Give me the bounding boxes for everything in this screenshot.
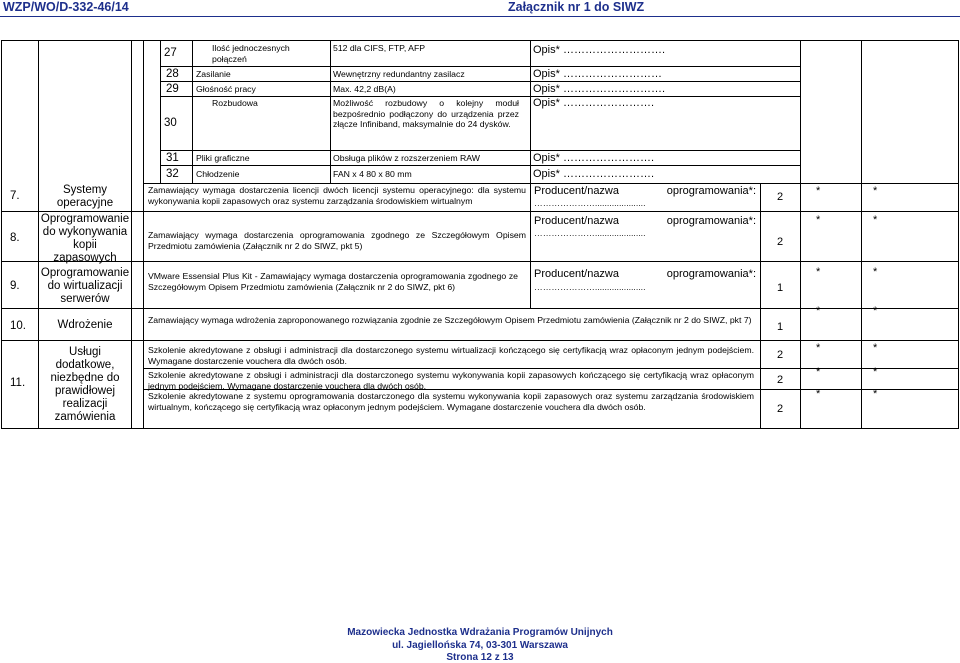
group-label: Oprogramowanie do wirtualizacji serwerów bbox=[40, 267, 130, 305]
footer-address: ul. Jagiellońska 74, 03-301 Warszawa bbox=[392, 640, 568, 651]
quantity: 1 bbox=[777, 282, 784, 294]
requirement-text: Zamawiający wymaga dostarczenia oprogramowania zgodnego ze Szczegółowym Opisem Przedmiotu zamówienia (Załącznik nr 2 do SIWZ, pkt 5) bbox=[148, 230, 526, 251]
row-opis: Opis* ………………………. bbox=[533, 83, 666, 95]
group-label: Systemy operacyjne bbox=[56, 184, 114, 209]
row-name: Pliki graficzne bbox=[196, 153, 250, 163]
producer-label: Producent/nazwa oprogramowania*: bbox=[534, 185, 756, 197]
lp-number: 10. bbox=[10, 320, 26, 332]
row-opis: Opis* ………………………. bbox=[533, 44, 666, 56]
footer-page-number: Strona 12 z 13 bbox=[446, 652, 514, 663]
table-border bbox=[530, 40, 531, 183]
requirement-text: Szkolenie akredytowane z systemu oprogramowania dostarczonego dla systemu wykonywania kopii zapasowych oraz systemu zarządzania środowiskiem wirtualnym, kończącego się certyfikacją wraz opłaconym jednym podejściem. Wymagane dostarczenie vouchera dla dwóch osób. bbox=[148, 391, 754, 412]
quantity: 2 bbox=[777, 374, 784, 386]
row-opis: Opis* ……………………. bbox=[533, 152, 655, 164]
row-name: Rozbudowa bbox=[212, 98, 258, 108]
star-mark: * bbox=[816, 366, 821, 378]
table-border bbox=[1, 40, 2, 428]
table-border bbox=[160, 81, 800, 82]
row-number: 32 bbox=[166, 168, 179, 180]
table-border bbox=[1, 340, 959, 341]
requirement-text: Zamawiający wymaga wdrożenia zaproponowanego rozwiązania zgodnie ze Szczegółowym Opisem Przedmiotu zamówienia (Załącznik nr 2 do SIWZ, pkt 7) bbox=[148, 315, 752, 325]
quantity: 2 bbox=[777, 236, 784, 248]
group-label: Usługi dodatkowe, niezbędne do prawidłowej realizacji zamówienia bbox=[50, 346, 120, 423]
table-border bbox=[38, 40, 39, 428]
star-mark: * bbox=[873, 214, 878, 226]
lp-number: 8. bbox=[10, 232, 20, 244]
star-mark: * bbox=[873, 388, 878, 400]
star-mark: * bbox=[816, 214, 821, 226]
table-border bbox=[143, 183, 958, 184]
table-border bbox=[131, 40, 132, 428]
row-opis: Opis* ……………………. bbox=[533, 97, 655, 109]
lp-number: 11. bbox=[10, 377, 26, 389]
table-border bbox=[800, 183, 801, 428]
star-mark: * bbox=[873, 305, 878, 317]
table-border bbox=[192, 40, 193, 183]
table-border bbox=[1, 40, 959, 41]
requirement-text: Zamawiający wymaga dostarczenia licencji dwóch licencji systemu operacyjnego: dla systemu wykonywania kopii zapasowych oraz systemu zarządzania środowiskiem wirtualnym bbox=[148, 185, 526, 206]
quantity: 2 bbox=[777, 349, 784, 361]
star-mark: * bbox=[873, 185, 878, 197]
attachment-label: Załącznik nr 1 do SIWZ bbox=[508, 0, 645, 14]
row-value: FAN x 4 80 x 80 mm bbox=[333, 169, 412, 179]
quantity: 1 bbox=[777, 321, 784, 333]
table-border bbox=[143, 368, 958, 369]
table-border bbox=[530, 183, 531, 308]
producer-dots: …………………..................... bbox=[534, 282, 646, 292]
producer-dots: …………………..................... bbox=[534, 198, 646, 208]
row-name: Zasilanie bbox=[196, 69, 231, 79]
requirement-text: Szkolenie akredytowane z obsługi i administracji dla dostarczonego systemu wykonywania kopii zapasowych kończącego się certyfikacją wraz opłaconym jednym podejściem. Wymagane dostarczenie vouchera dla dwóch osób. bbox=[148, 370, 754, 391]
row-number: 30 bbox=[164, 117, 177, 129]
footer-organization: Mazowiecka Jednostka Wdrażania Programów Unijnych bbox=[347, 627, 613, 638]
quantity: 2 bbox=[777, 403, 784, 415]
table-border bbox=[958, 40, 959, 428]
row-number: 27 bbox=[164, 47, 177, 59]
table-border bbox=[1, 428, 959, 429]
row-value: 512 dla CIFS, FTP, AFP bbox=[333, 43, 426, 53]
star-mark: * bbox=[816, 266, 821, 278]
group-label: Oprogramowanie do wykonywania kopii zapasowych bbox=[40, 213, 130, 264]
table-border bbox=[1, 211, 959, 212]
row-value: Możliwość rozbudowy o kolejny moduł bezpośrednio podłączony do urządzenia przez złącze Infiniband, maksymalnie do 24 dysków. bbox=[333, 98, 519, 129]
star-mark: * bbox=[816, 342, 821, 354]
star-mark: * bbox=[873, 342, 878, 354]
producer-label: Producent/nazwa oprogramowania*: bbox=[534, 215, 756, 227]
row-value: Wewnętrzny redundantny zasilacz bbox=[333, 69, 465, 79]
row-value: Max. 42,2 dB(A) bbox=[333, 84, 396, 94]
table-border bbox=[160, 66, 800, 67]
table-border bbox=[760, 183, 761, 428]
star-mark: * bbox=[816, 388, 821, 400]
requirement-text: VMware Essensial Plus Kit - Zamawiający wymaga dostarczenia oprogramowania zgodnego ze Szczegółowym Opisem Przedmiotu zamówienia (Załącznik nr 2 do SIWZ, pkt 6) bbox=[148, 271, 518, 292]
group-label: Wdrożenie bbox=[57, 319, 113, 331]
row-name: Głośność pracy bbox=[196, 84, 256, 94]
star-mark: * bbox=[816, 305, 821, 317]
star-mark: * bbox=[816, 185, 821, 197]
row-opis: Opis* ……………………… bbox=[533, 68, 662, 80]
table-border bbox=[160, 165, 800, 166]
producer-dots: …………………..................... bbox=[534, 228, 646, 238]
table-border bbox=[143, 40, 144, 428]
row-value: Obsługa plików z rozszerzeniem RAW bbox=[333, 153, 480, 163]
lp-number: 7. bbox=[10, 190, 20, 202]
table-border bbox=[160, 150, 800, 151]
row-number: 28 bbox=[166, 68, 179, 80]
star-mark: * bbox=[873, 366, 878, 378]
table-border bbox=[330, 40, 331, 183]
row-name: Ilość jednoczesnych połączeń bbox=[212, 43, 290, 64]
lp-number: 9. bbox=[10, 280, 20, 292]
table-border bbox=[861, 183, 862, 428]
table-border bbox=[1, 261, 959, 262]
producer-label: Producent/nazwa oprogramowania*: bbox=[534, 268, 756, 280]
star-mark: * bbox=[873, 266, 878, 278]
quantity: 2 bbox=[777, 191, 784, 203]
table-border bbox=[160, 40, 161, 183]
table-border bbox=[861, 40, 862, 183]
table-border bbox=[800, 40, 801, 183]
row-name: Chłodzenie bbox=[196, 169, 240, 179]
row-opis: Opis* ……………………. bbox=[533, 168, 655, 180]
row-number: 29 bbox=[166, 83, 179, 95]
requirement-text: Szkolenie akredytowane z obsługi i administracji dla dostarczonego systemu wirtualizacji kończącego się certyfikacją wraz opłaconym jednym podejściem. Wymagane dostarczenie vouchera dla dwóch osób. bbox=[148, 345, 754, 366]
document-number: WZP/WO/D-332-46/14 bbox=[3, 0, 129, 14]
row-number: 31 bbox=[166, 152, 179, 164]
